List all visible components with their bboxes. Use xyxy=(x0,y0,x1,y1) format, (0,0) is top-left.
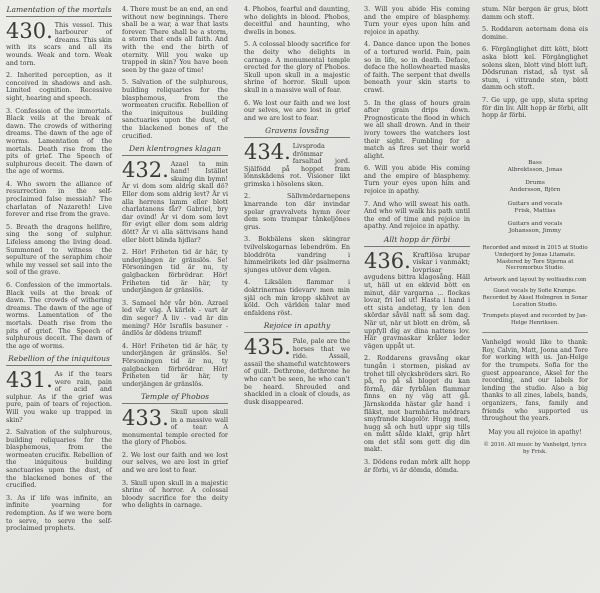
lyric-paragraph: 3. Samael hör vår bön. Azrael led vår väg. Å kärlek - vart är din seger? Å liv - vad är din mening? Hör Israfils basuner - ändlös är dödens triumf! xyxy=(122,298,228,338)
section-title: Rebellion of the iniquitous xyxy=(6,355,112,366)
lyric-block: 430. This vessel. This harbourer of dreams. This skin with its scars and all its wounds. Weak and torn. Weak and torn. xyxy=(6,18,112,67)
lyric-paragraph: 7. And who will sweat his oath. And who will walk his path until the end of time and rejoice in apathy. And rejoice in apathy. xyxy=(364,199,470,231)
section-title: Allt hopp är förbi xyxy=(364,236,470,247)
member: Albrektsson, Jonas xyxy=(507,166,563,173)
thanks-text: Vanhelgd would like to thank: Roy, Calvin, Matt, Joona and Tore for working with us. Jan-Helge for the trumpets. Sofia for the guest appearance, Aksel for the recording, and our labels for lending the studio. Also a big thanks to all zines, labels, bands, organizers, fans, family and friends who supported us throughout the years. xyxy=(482,339,588,423)
lyric-block: 436. Kraftlösa krupar viskar i vanmakt; lovprisar avgudens bittra klagosång. Häll ut, häll ut en ekkvid bött en minut, där vargarna ... flockas lovar, fri led ut! Hasta i hand i ett sista andetag, ty len den skördar såväl natt så som dag. När ut, när ut blott en dröm, så uppfyll dig av dina nattens lov. Här gravmaskar kråler leder vägen uppåt ut. xyxy=(364,248,470,350)
lyric-paragraph: 4. Hör! Friheten tid är här, ty underjängen är gränslös. Se! Försoningen tid är nu, ty galgbacken förbrödrar. Hör! Friheten tid är här, ty underjängen är gränslös. xyxy=(122,341,228,388)
lyric-paragraph: 4. Who sworn the alliance of resurrection in the self-proclaimed false messiah? The charlatan of Nazareth! Live forever and rise from the grave. xyxy=(6,179,112,219)
closing-line: May you all rejoice in apathy! xyxy=(488,428,582,436)
lyric-block: 434. Livsproda drömmar farsaltad jord. Själfödd på hoppet fram lönnskädens rot. Visioner likt grimska i hösolens sken. xyxy=(244,139,350,188)
lyric-paragraph: 5. In the glass of hours grain after grain drips down. Prognosticate the flood in which we all shall drown. And in their ivory towers the watchers lost their sight. Fumbling for a match as fires set their world alight. xyxy=(364,98,470,160)
section-title: Den klentrognes klagan xyxy=(122,145,228,156)
lyric-paragraph: 5. Roddaren aeternam dona eis domine. xyxy=(482,25,588,41)
lyric-paragraph: 3. Will you abide His coming and the empire of blasphemy. Turn your eyes upon him and rejoice in apathy. xyxy=(364,5,470,36)
lyric-paragraph: stum. När bergen är grus, blott damm och stoft. xyxy=(482,5,588,21)
lyric-paragraph: 6. Will you abide His coming and the empire of blasphemy. Turn your eyes upon him and rejoice in apathy. xyxy=(364,164,470,196)
lyric-paragraph: 7. Ge upp, ge upp, sluta spring för din liv. Allt hopp är förbi, allt hopp är förbi. xyxy=(482,95,588,120)
column-5 xyxy=(482,6,588,456)
lyric-paragraph: 3. Bokbälens sken skingrar tvilvelskogarnas lebendröm. En bloddröta vandring i himmelrikets led där psalmerna sjunges utöver dem vägen. xyxy=(244,235,350,274)
lyric-paragraph: 2. Inherited perception, as it conceived in shadows and ash. Limited cognition. Recessive sight, hearing and speech. xyxy=(6,71,112,102)
lyric-block: 435. Pale, pale are the horses that we ride. Assail, assail the shameful watchtowers of guilt. Dethrone, dethrone he who can't be seen, he who can't be heard. Shrouded and shackled in a cloak of clouds, as dusk disappeared. xyxy=(244,334,350,406)
section-title: Lamentation of the mortals xyxy=(6,6,112,17)
lyric-paragraph: 3. As if life was infinite, an infinite yearning for redemption. As if we were born to serve, to serve the self-proclaimed prophets. xyxy=(6,493,112,533)
copyright: © 2016. All music by Vanhelgd, lyrics by Frisk. xyxy=(483,442,587,455)
track-number: 432. xyxy=(122,157,169,182)
lyric-paragraph: 5. Breath the dragons hellfire, sing the song of sulphur. Lifeless among the living dead. Summoned to witness the sepulture of the seraphim choir while my vessel set sail into the soil of the grave. xyxy=(6,222,112,277)
lyric-block: 432. Azael ta min hand! Istället skuing din bymn! Är vi dom som aldrig skall dö? Eller dom som aldrig levt? Är vi alla herrens lamm eller blott charlatanens får? Gabriel, bry dar ovind! Är vi dom som levt för evigt eller dom som aldrig dött? Är vi alla sättvisans hand eller blott blinda hjdlar? xyxy=(122,157,228,244)
column-2 xyxy=(122,6,228,515)
lyric-paragraph: 6. We lost our faith and we lost our selves, we are lost in grief and we are lost to fear. xyxy=(244,98,350,122)
member: Johansson, Jimmy xyxy=(508,228,562,235)
lyric-paragraph: 4. Dance dance upon the bones of a tortured world. Pain, pain so in life, so in death. Deface, deface the hollowhearted masks of faith. The serpent that dwells beneath your skin starts to crawl. xyxy=(364,40,470,94)
lyric-block: 433. Skull upon skull in a massive wall of tear. A monumental temple erected for the glory of Phobos. xyxy=(122,405,228,447)
lyric-paragraph: 3. Dödens redan mörk allt hopp är förbi, vi är dömda, dömda. xyxy=(364,458,470,474)
divider xyxy=(482,332,588,333)
band-credits xyxy=(482,160,588,236)
lyric-paragraph: 2. We lost our faith and we lost our selves, we are lost in grief and we are lost to fear. xyxy=(122,450,228,475)
lyric-paragraph: 5. A colossal bloody sacrifice for the deity who delights in carnage. A monumental temple erected for the glory of Phobos. Skull upon skull in a majestic shrine of horror. Skull upon skull in a massive wall of fear. xyxy=(244,40,350,94)
track-number: 436. xyxy=(364,248,411,273)
lyric-paragraph: 3. Skull upon skull in a majestic shrine of horror. A colossal bloody sacrifice for the deity who delights in carnage. xyxy=(122,478,228,510)
track-number: 431. xyxy=(6,367,53,392)
section-title: Rejoice in apathy xyxy=(244,322,350,333)
lyric-paragraph: 2. Hör! Friheten tid är här, ty underjängen är gränslös. Se! Försoningen tid är nu, ty galgbacken förbrödrar. Hör! Friheten tid är här, ty underjängen är gränslös. xyxy=(122,248,228,295)
role: Guitars and vocals xyxy=(507,220,563,227)
role: Guitars and vocals xyxy=(507,200,563,207)
track-number: 434. xyxy=(244,139,291,164)
lyric-paragraph: 2. Roddarens gravsång ekar tungån i stormen, piskad av trohet till olycksbröders skri. Ro på, ro på så bloget du kan förmå, där fyrbålen flammar finns en ny väg att gå. Järnskodda hästar går hand i fläkst, mot barmhärta mödrars smyfrande klagolör. Hugg med, hugg så och hutl uppr sig tills en mått sålde klakt, grip hårt om det stål som gett dig din makt. xyxy=(364,354,470,454)
lyric-block: 431. As if the tears were rain, pain of acid and sulphur. As if the grief was pure, pain of tears of rejection. Will you wake up trapped in skin? xyxy=(6,367,112,424)
track-number: 435. xyxy=(244,334,291,359)
member: Frisk, Mattias xyxy=(514,207,556,214)
section-title: Gravens lovsång xyxy=(244,127,350,138)
role: Bass xyxy=(528,159,542,166)
lyric-paragraph: 5. Salvation of the sulphurous, building reliquaries for the blasphemous, from the wormeaten crucifix. Rebellion of the iniquitous building sanctuaries upon the dust, of the blackened bones of the crucified. xyxy=(122,78,228,140)
lyric-paragraph: 2. Sällvmördarnepens knarrande ton där invindar spelar gravvalvets hymn över dem som trampar tänkeljönes grus. xyxy=(244,192,350,231)
lyric-paragraph: 4. There must be an end, an end without new beginnings. There shall be a war, a war that lasts forever. There shall be a storm, a storm that ends all faith. And with the end the birth of eternity. Will you wake up trapped in skin? You have been seen by the gaze of time! xyxy=(122,5,228,74)
lyric-paragraph: 6. Confession of the immortals. Black veils at the break of dawn. The crowds of withering dreams. The dawn of the age of worms. Lamentation of the mortals. Death rise from the pits of grief. The Speech of sulphurous deceit. The dawn of the age of worms. xyxy=(6,281,112,350)
track-number: 430. xyxy=(6,18,53,43)
lyric-paragraph: 6. Förgänglighet ditt kött, blott aska blott kel. Förgänglighet solens sken, blott vind blott luft. Dödsrunan ristad, så tyst så stum, i vittrande sten, blott damm och stoft. xyxy=(482,45,588,92)
lyric-paragraph: 3. Confession of the immortals. Black veils at the break of dawn. The crowds of withering dreams. The dawn of the age of worms. Lamentation of the mortals. Death rise from the pits of grief. The Speech of sulphurous deceit. The dawn of the age of worms. xyxy=(6,106,112,176)
member: Andersson, Björn xyxy=(509,187,561,194)
track-number: 433. xyxy=(122,405,169,430)
lyric-paragraph: 4. Phobos, fearful and daunting, who delights in blood. Phobos, deceitful and haunting, who dwells in bones. xyxy=(244,5,350,36)
role: Drums xyxy=(525,180,545,187)
production-credits: Recorded and mixed in 2015 at Studio Underjord by Jonas Litamate. Mastered by Tore Stjerna at Necromorbus Studio. Artwork and layout by wolfaudio.com Guest vocals by Sofie Krampe. Recorded by Aksel Holmgren in Sonar Location Studio. Trumpets played and recorded by Jan-Helge Henriksen. xyxy=(482,245,588,326)
section-title: Temple of Phobos xyxy=(122,393,228,404)
column-4 xyxy=(364,6,470,479)
lyric-paragraph: 2. Salvation of the sulphurous, building reliquaries for the blasphemous, from the wormeaten crucifix. Rebellion of the iniquitous building sanctuaries upon the dust, of the blackened bones of the crucified. xyxy=(6,428,112,490)
column-3 xyxy=(244,6,350,411)
lyric-paragraph: 4. Liksälen flammar i doktrinernas tidevarv men min själ och min kropp skälvet av köld. Och världen talar med enfaldens röst. xyxy=(244,278,350,317)
column-1 xyxy=(6,6,112,538)
